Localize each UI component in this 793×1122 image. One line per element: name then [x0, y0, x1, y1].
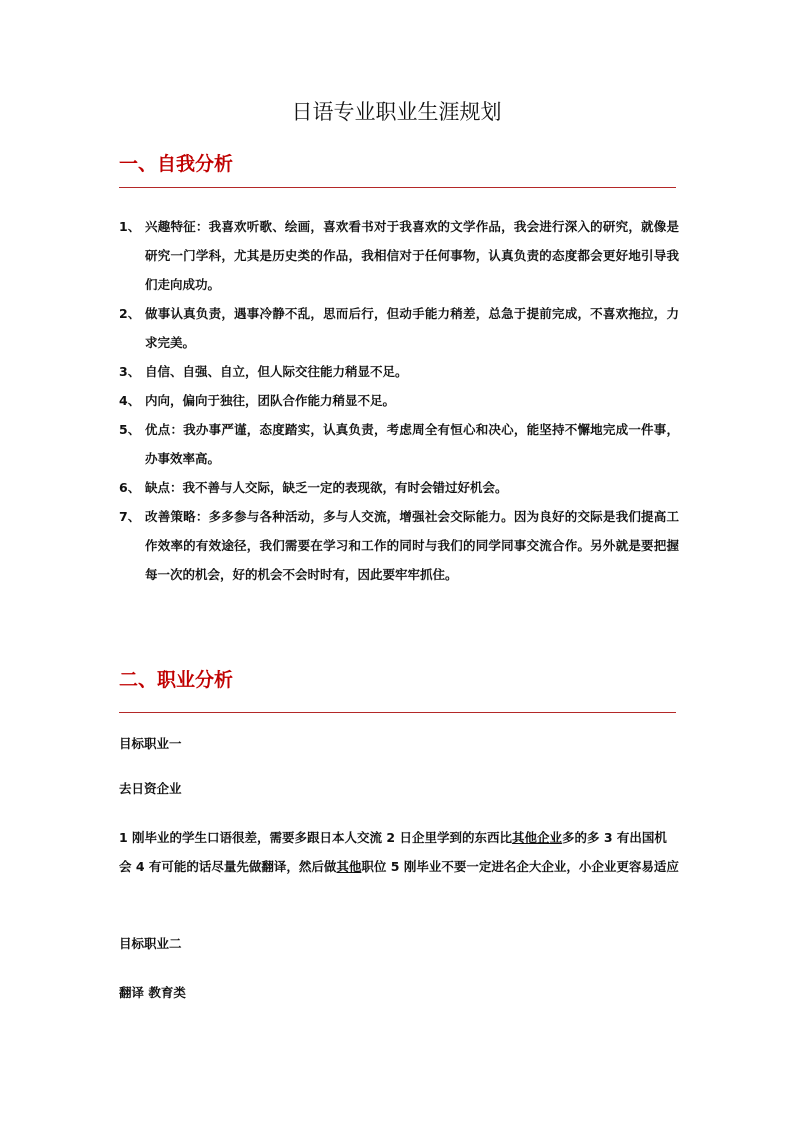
item-text: 做事认真负责，遇事冷静不乱，思而后行，但动手能力稍差，总急于提前完成，不喜欢拖拉，力求完美。	[145, 306, 679, 350]
note-text: 职位 5 刚毕业不要一定进名企大企业，小企业更容易适应	[361, 859, 679, 874]
item-number: 6、	[119, 480, 141, 495]
note-text: 1 刚毕业的学生口语很差，需要多跟日本人交流 2 日企里学到的东西比	[119, 830, 512, 845]
section-heading-self-analysis: 一、自我分析	[119, 153, 234, 175]
note-text: 多的多 3 有出国机会 4 有可能的话尽量先做翻译，然后做	[119, 830, 667, 874]
list-item	[119, 299, 679, 357]
item-number: 2、	[119, 306, 141, 321]
item-number: 7、	[119, 509, 141, 524]
item-text: 兴趣特征：我喜欢听歌、绘画，喜欢看书对于我喜欢的文学作品，我会进行深入的研究，就像是研究一门学科，尤其是历史类的作品，我相信对于任何事物，认真负责的态度都会更好地引导我们走向成功。	[145, 219, 679, 292]
list-item	[119, 502, 679, 589]
note-underlined-text: 其他企业	[511, 830, 562, 845]
item-number: 4、	[119, 393, 141, 408]
list-item	[119, 357, 679, 386]
target-career-one-value: 去日资企业	[119, 781, 182, 796]
item-number: 3、	[119, 364, 141, 379]
list-item	[119, 386, 679, 415]
target-career-two-value: 翻译 教育类	[119, 985, 186, 1000]
item-number: 1、	[119, 219, 141, 234]
section-divider	[119, 187, 676, 188]
item-number: 5、	[119, 422, 141, 437]
item-text: 缺点：我不善与人交际，缺乏一定的表现欲，有时会错过好机会。	[145, 480, 508, 495]
item-text: 优点：我办事严谨，态度踏实，认真负责，考虑周全有恒心和决心，能坚持不懈地完成一件事，办事效率高。	[145, 422, 679, 466]
item-text: 自信、自强、自立，但人际交往能力稍显不足。	[145, 364, 408, 379]
career-notes	[119, 823, 679, 881]
list-item	[119, 212, 679, 299]
item-text: 改善策略：多多参与各种活动，多与人交流，增强社会交际能力。因为良好的交际是我们提高工作效率的有效途径，我们需要在学习和工作的同时与我们的同学同事交流合作。另外就是要把握每一次的机会，好的机会不会时时有，因此要牢牢抓住。	[145, 509, 679, 582]
list-item	[119, 415, 679, 473]
target-career-two-label: 目标职业二	[119, 936, 182, 951]
target-career-one-label: 目标职业一	[119, 736, 182, 751]
section-heading-career-analysis: 二、职业分析	[119, 669, 234, 691]
section-divider	[119, 712, 676, 713]
page-title: 日语专业职业生涯规划	[291, 100, 502, 124]
self-analysis-list	[119, 212, 679, 589]
item-text: 内向，偏向于独往，团队合作能力稍显不足。	[145, 393, 396, 408]
note-underlined-text: 其他	[336, 859, 362, 874]
list-item	[119, 473, 679, 502]
